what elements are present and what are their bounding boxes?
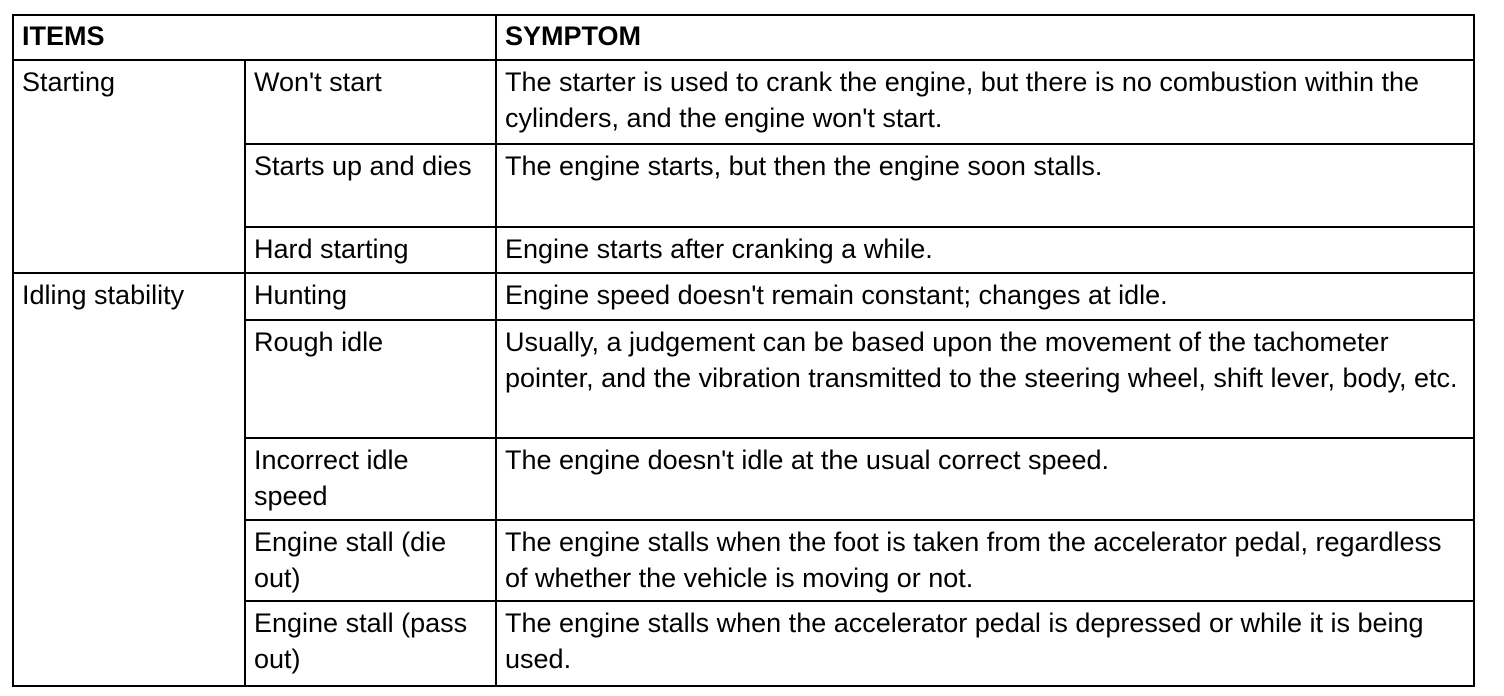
symptom-cell: The starter is used to crank the engine, but there is no combustion within the cylinders, and the engine won't start. <box>496 60 1474 144</box>
item-cell: Won't start <box>245 60 496 144</box>
symptom-cell: Engine starts after cranking a while. <box>496 227 1474 273</box>
table-row <box>13 60 1474 144</box>
category-cell-idling-stability: Idling stability <box>13 273 245 686</box>
symptom-cell: The engine starts, but then the engine soon stalls. <box>496 144 1474 227</box>
symptom-cell: The engine stalls when the foot is taken from the accelerator pedal, regardless of whether the vehicle is moving or not. <box>496 520 1474 601</box>
item-cell: Starts up and dies <box>245 144 496 227</box>
item-cell: Hunting <box>245 273 496 320</box>
item-cell: Engine stall (die out) <box>245 520 496 601</box>
header-row <box>13 15 1474 60</box>
item-cell: Engine stall (pass out) <box>245 601 496 686</box>
items-header: ITEMS <box>13 15 496 60</box>
item-cell: Incorrect idle speed <box>245 438 496 520</box>
category-cell-starting: Starting <box>13 60 245 273</box>
item-cell: Hard starting <box>245 227 496 273</box>
symptom-header: SYMPTOM <box>496 15 1474 60</box>
symptom-cell: Engine speed doesn't remain constant; changes at idle. <box>496 273 1474 320</box>
table-row <box>13 273 1474 320</box>
symptom-cell: Usually, a judgement can be based upon the movement of the tachometer pointer, and the vibration transmitted to the steering wheel, shift lever, body, etc. <box>496 320 1474 438</box>
symptom-table <box>12 14 1475 687</box>
item-cell: Rough idle <box>245 320 496 438</box>
symptom-cell: The engine stalls when the accelerator pedal is depressed or while it is being used. <box>496 601 1474 686</box>
symptom-cell: The engine doesn't idle at the usual correct speed. <box>496 438 1474 520</box>
